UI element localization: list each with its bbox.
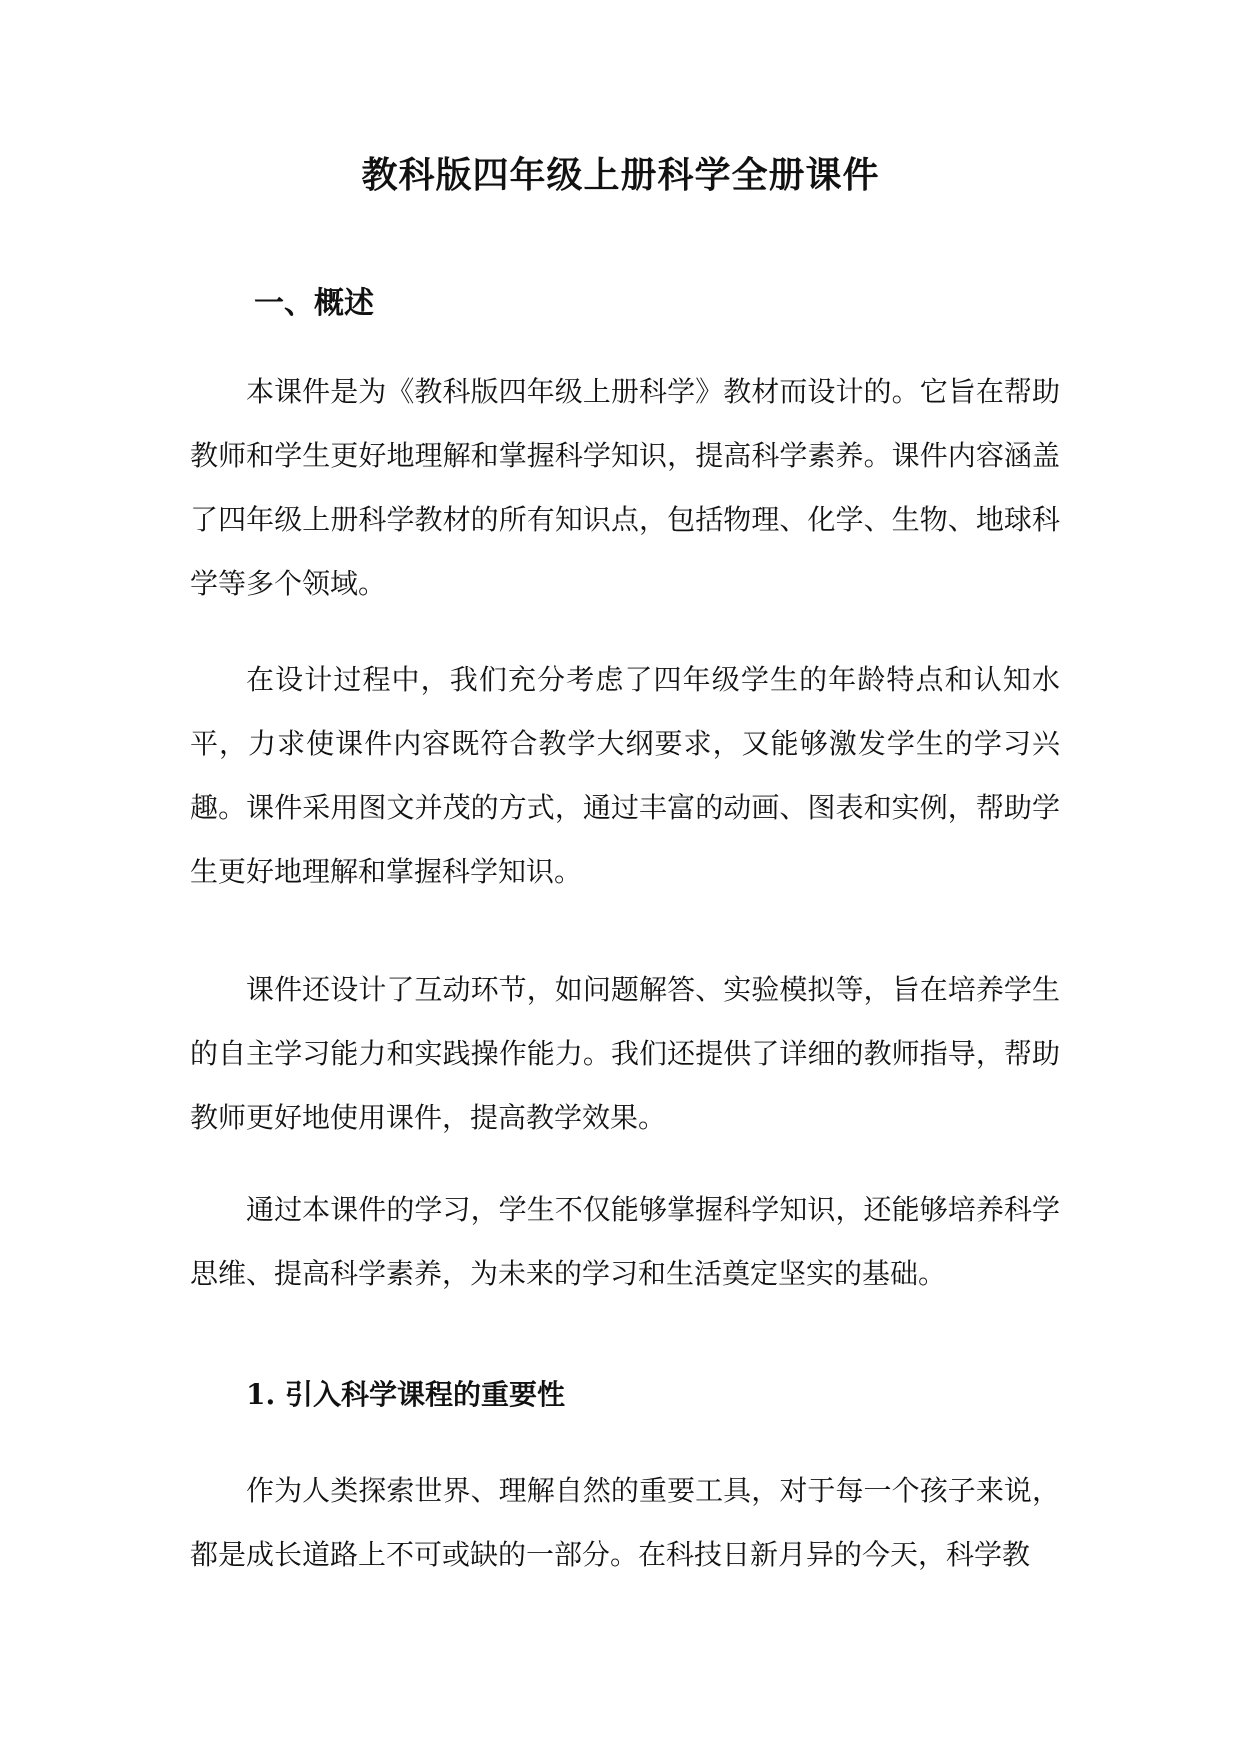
section-heading-overview: 一、概述 (254, 286, 374, 321)
paragraph: 通过本课件的学习，学生不仅能够掌握科学知识，还能够培养科学思维、提高科学素养，为未来的学习和生活奠定坚实的基础。 (190, 1193, 1060, 1290)
subsection-heading: 1. 引入科学课程的重要性 (246, 1378, 565, 1411)
paragraph: 课件还设计了互动环节，如问题解答、实验模拟等，旨在培养学生的自主学习能力和实践操作能力。我们还提供了详细的教师指导，帮助教师更好地使用课件，提高教学效果。 (190, 973, 1060, 1134)
paragraph: 本课件是为《教科版四年级上册科学》教材而设计的。它旨在帮助教师和学生更好地理解和掌握科学知识，提高科学素养。课件内容涵盖了四年级上册科学教材的所有知识点，包括物理、化学、生物、地球科学等多个领域。 (190, 375, 1060, 600)
document-title: 教科版四年级上册科学全册课件 (361, 154, 880, 196)
paragraph: 作为人类探索世界、理解自然的重要工具，对于每一个孩子来说，都是成长道路上不可或缺的一部分。在科技日新月异的今天，科学教 (190, 1474, 1060, 1571)
paragraph: 在设计过程中，我们充分考虑了四年级学生的年龄特点和认知水平，力求使课件内容既符合教学大纲要求，又能够激发学生的学习兴趣。课件采用图文并茂的方式，通过丰富的动画、图表和实例，帮助学生更好地理解和掌握科学知识。 (190, 663, 1060, 888)
